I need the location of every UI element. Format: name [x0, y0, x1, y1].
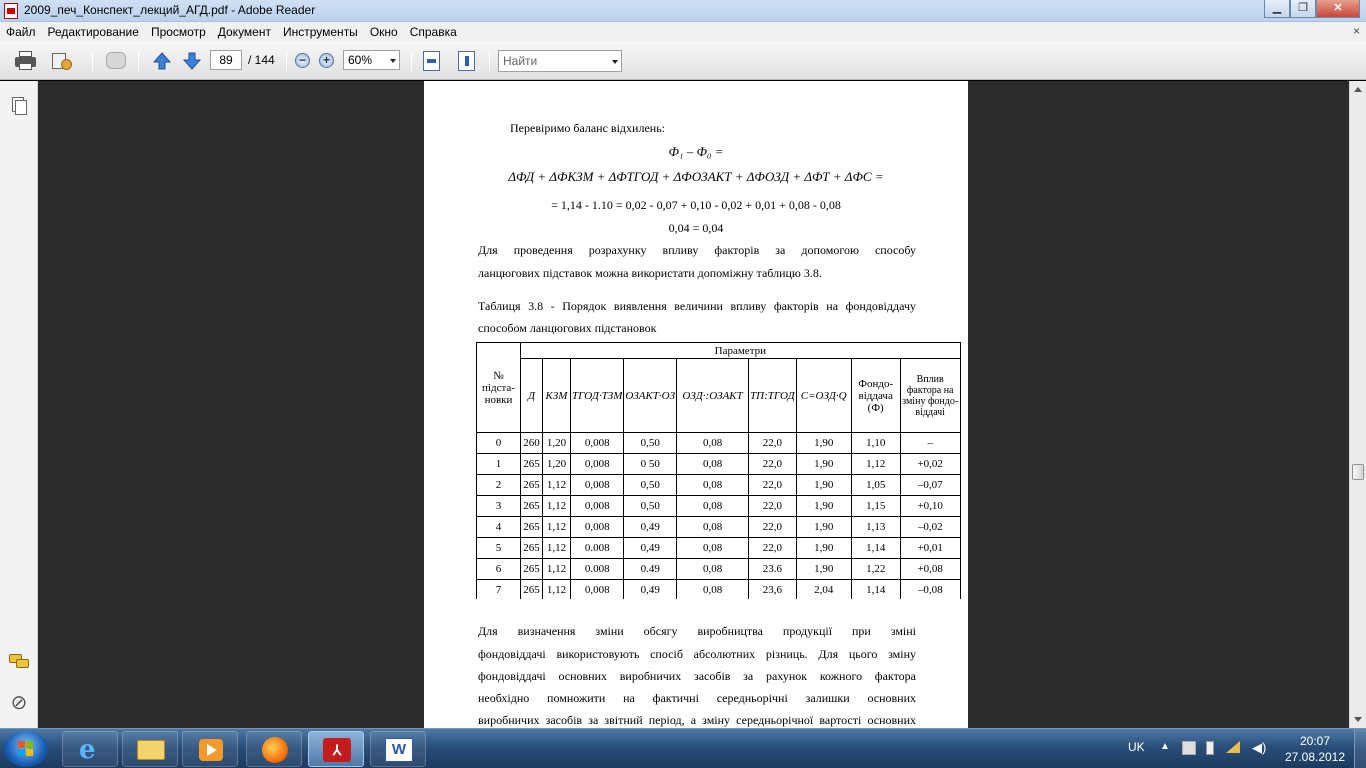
language-indicator[interactable]: UK — [1128, 740, 1145, 754]
table-cell: 265 — [521, 496, 543, 517]
header-ozakt: ОЗАКТ·ОЗ — [624, 359, 677, 433]
media-player-icon — [199, 739, 223, 761]
table-cell: 7 — [477, 580, 521, 601]
table-cell: 1,10 — [851, 433, 900, 454]
table-cell: 0,008 — [571, 475, 624, 496]
table-cell: 22,0 — [749, 517, 797, 538]
restore-button[interactable]: ❐ — [1290, 0, 1316, 18]
taskbar — [0, 728, 1366, 768]
table-cell: 0 — [477, 433, 521, 454]
table-cell: 1,12 — [851, 454, 900, 475]
table-cell: 3 — [477, 496, 521, 517]
volume-icon[interactable]: ◀) — [1252, 740, 1267, 755]
header-fondovidacha: Фондо-віддача (Ф) — [851, 359, 900, 433]
scroll-up-icon[interactable] — [1354, 87, 1362, 92]
table-cell: 0,008 — [571, 454, 624, 475]
table-cell: 265 — [521, 517, 543, 538]
table-cell: 1,90 — [796, 496, 851, 517]
header-parameters: Параметри — [521, 343, 961, 359]
header-tp: ТП:ТГОД — [749, 359, 797, 433]
table-cell: 1,12 — [543, 475, 571, 496]
table-cell: 6 — [477, 559, 521, 580]
next-page-icon[interactable] — [180, 49, 204, 71]
navigation-panel — [0, 81, 38, 728]
menu-file[interactable]: Файл — [6, 24, 36, 39]
table-cell: 22,0 — [749, 475, 797, 496]
table-cell: 1,90 — [796, 559, 851, 580]
table-cell: 0,08 — [677, 475, 749, 496]
table-cell: 0,008 — [571, 433, 624, 454]
adobe-reader-icon: ⅄ — [323, 738, 351, 762]
page-number-input[interactable]: 89 — [210, 50, 242, 70]
table-cell: 22,0 — [749, 454, 797, 475]
table-cell: +0,01 — [900, 538, 960, 559]
find-dropdown-icon — [612, 60, 618, 64]
clock-time: 20:07 — [1299, 734, 1331, 748]
title-bar — [0, 0, 1366, 22]
header-d: Д — [521, 359, 543, 433]
table-row — [477, 517, 961, 538]
zoom-select[interactable] — [343, 50, 400, 70]
table-cell: +0,10 — [900, 496, 960, 517]
table-caption-line-1: Таблиця 3.8 - Порядок виявлення величини впливу факторів на фондовіддачу — [478, 299, 916, 313]
windows-logo-icon — [18, 741, 34, 757]
table-cell: 1,20 — [543, 454, 571, 475]
action-center-icon[interactable] — [1182, 741, 1196, 755]
network-icon[interactable] — [1226, 741, 1240, 753]
adobe-reader-icon — [4, 3, 18, 19]
fit-width-icon[interactable] — [420, 49, 444, 71]
pages-panel-icon[interactable] — [9, 95, 29, 115]
table-cell: 265 — [521, 580, 543, 601]
menu-view[interactable]: Просмотр — [150, 24, 206, 39]
table-row — [477, 433, 961, 454]
word-icon: W — [385, 738, 413, 762]
previous-page-icon[interactable] — [150, 49, 174, 71]
table-cell: 2 — [477, 475, 521, 496]
table-caption-line-2: способом ланцюгових підстановок — [478, 321, 657, 335]
page-total: / 144 — [248, 53, 275, 67]
taskbar-explorer[interactable] — [122, 731, 178, 767]
document-close-button[interactable]: × — [1352, 24, 1360, 38]
table-cell: 1,20 — [543, 433, 571, 454]
table-cell: 0,50 — [624, 496, 677, 517]
fit-page-icon[interactable] — [455, 49, 479, 71]
battery-icon[interactable] — [1206, 741, 1214, 755]
equation-line-3: = 1,14 - 1.10 = 0,02 - 0,07 + 0,10 - 0,02 + 0,01 + 0,08 - 0,08 — [551, 198, 841, 212]
table-cell: 1,05 — [851, 475, 900, 496]
table-cell: – — [900, 433, 960, 454]
table-cell: 0.008 — [571, 538, 624, 559]
table-cell: 1,13 — [851, 517, 900, 538]
header-vplyv: Вплив фактора на зміну фондо-віддачі — [900, 359, 960, 433]
table-cell: –0,02 — [900, 517, 960, 538]
show-desktop-button[interactable] — [1354, 729, 1366, 768]
zoom-dropdown-icon — [390, 59, 396, 63]
table-cell: 265 — [521, 538, 543, 559]
scroll-down-icon[interactable] — [1354, 717, 1362, 722]
table-cell: 0,008 — [571, 517, 624, 538]
table-cell: 1,90 — [796, 475, 851, 496]
table-cell: 260 — [521, 433, 543, 454]
table-row — [477, 454, 961, 475]
table-cell: 0,50 — [624, 475, 677, 496]
table-cell: 5 — [477, 538, 521, 559]
table-row — [477, 559, 961, 580]
table-cell: 1,14 — [851, 580, 900, 601]
collaborate-icon[interactable] — [50, 49, 74, 71]
close-button[interactable]: ✕ — [1316, 0, 1360, 18]
header-tgod: ТГОД·ТЗМ — [571, 359, 624, 433]
table-cell: 2,04 — [796, 580, 851, 601]
table-cell: 1,12 — [543, 517, 571, 538]
table-cell: 1,90 — [796, 517, 851, 538]
table-cell: 1,12 — [543, 559, 571, 580]
table-cell: –0,08 — [900, 580, 960, 601]
paragraph-1-line-1: Для проведення розрахунку впливу факторів за допомогою способу — [478, 243, 916, 257]
zoom-in-icon[interactable]: + — [319, 53, 334, 68]
table-cell: 1,22 — [851, 559, 900, 580]
table-cell: 22,0 — [749, 433, 797, 454]
table-cell: 0,08 — [677, 580, 749, 601]
taskbar-word[interactable] — [370, 731, 426, 767]
table-cell: 0,008 — [571, 496, 624, 517]
minimize-button[interactable]: ▁ — [1264, 0, 1290, 18]
menu-tools[interactable]: Инструменты — [282, 24, 358, 39]
table-cell: 0,08 — [677, 433, 749, 454]
table-row — [477, 580, 961, 601]
table-cell: 1,90 — [796, 433, 851, 454]
show-hidden-icons-icon[interactable]: ▲ — [1160, 741, 1170, 752]
table-cell: 23.6 — [749, 559, 797, 580]
clock-date: 27.08.2012 — [1284, 750, 1346, 764]
table-cell: 0 50 — [624, 454, 677, 475]
firefox-icon — [262, 737, 288, 763]
table-cell: 0,08 — [677, 559, 749, 580]
table-cell: 265 — [521, 454, 543, 475]
table-body — [477, 433, 961, 601]
menu-help[interactable]: Справка — [409, 24, 457, 39]
paragraph-2-line-2: фондовіддачі використовують спосіб абсолютних різниць. Для цього зміну — [478, 647, 916, 661]
pdf-page — [424, 81, 968, 728]
table-row — [477, 538, 961, 559]
taskbar-media-player[interactable] — [182, 731, 238, 767]
table-cell: 0,08 — [677, 496, 749, 517]
menu-bar — [0, 22, 1366, 41]
equation-line-4: 0,04 = 0,04 — [668, 221, 724, 235]
taskbar-adobe-reader[interactable] — [308, 731, 364, 767]
table-cell: 0,49 — [624, 517, 677, 538]
table-cell: 0,08 — [677, 454, 749, 475]
table-cell: 265 — [521, 475, 543, 496]
attachments-icon[interactable]: ⊘ — [10, 692, 28, 714]
find-input[interactable] — [498, 50, 622, 72]
scroll-thumb[interactable] — [1352, 464, 1364, 480]
table-cell: 1,12 — [543, 580, 571, 601]
table-cell: 0.008 — [571, 559, 624, 580]
paragraph-1-line-2: ланцюгових підставок можна використати допоміжну таблицю 3.8. — [478, 266, 822, 280]
table-row — [477, 496, 961, 517]
paragraph-2-line-4: необхідно помножити на фактичні середньорічні залишки основних — [478, 691, 916, 705]
window-title: 2009_печ_Конспект_лекций_АГД.pdf - Adobe Reader — [24, 3, 316, 17]
table-cell: 0,08 — [677, 517, 749, 538]
table-cell: 1,90 — [796, 454, 851, 475]
table-cell: +0,08 — [900, 559, 960, 580]
start-button[interactable] — [4, 731, 48, 767]
table-cell: –0,07 — [900, 475, 960, 496]
table-cell: 1,12 — [543, 496, 571, 517]
table-cell: 4 — [477, 517, 521, 538]
taskbar-firefox[interactable] — [246, 731, 302, 767]
zoom-value: 60% — [348, 53, 373, 67]
equation-line-1: Ф₁ – Ф₀ = — [668, 144, 724, 159]
table-cell: 0.49 — [624, 559, 677, 580]
table-cell: 0,08 — [677, 538, 749, 559]
table-cell: 265 — [521, 559, 543, 580]
folder-icon — [137, 740, 165, 760]
balance-intro: Перевіримо баланс відхилень: — [510, 121, 666, 135]
internet-explorer-icon: e — [79, 735, 96, 765]
table-cell: 0,49 — [624, 580, 677, 601]
table-cell: 23,6 — [749, 580, 797, 601]
paragraph-2-line-3: фондовіддачі основних виробничих засобів за рахунок кожного фактора — [478, 669, 916, 683]
table-cell: 1,14 — [851, 538, 900, 559]
header-c: С=ОЗД·Q — [796, 359, 851, 433]
table-cell: 1,90 — [796, 538, 851, 559]
menu-window[interactable]: Окно — [369, 24, 398, 39]
toolbar — [0, 41, 1366, 80]
paragraph-2-line-1: Для визначення зміни обсягу виробництва продукції при зміні — [478, 624, 916, 638]
print-icon[interactable] — [14, 49, 38, 71]
factor-table — [476, 342, 961, 601]
table-cell: 0,49 — [624, 538, 677, 559]
table-cell: 1,15 — [851, 496, 900, 517]
table-cell: +0,02 — [900, 454, 960, 475]
taskbar-internet-explorer[interactable] — [62, 731, 118, 767]
hand-tool-icon[interactable] — [103, 49, 127, 71]
find-placeholder: Найти — [503, 54, 538, 68]
header-kzm: КЗМ — [543, 359, 571, 433]
equation-line-2: ΔФД + ΔФКЗМ + ΔФТГОД + ΔФОЗАКТ + ΔФОЗД + ΔФТ + ΔФС = — [508, 169, 884, 184]
zoom-out-icon[interactable]: − — [295, 53, 310, 68]
table-row — [477, 475, 961, 496]
table-cell: 0,50 — [624, 433, 677, 454]
paragraph-2-line-5: виробничих засобів за звітний період, а зміну середньорічної вартості основних — [478, 713, 916, 727]
vertical-scrollbar[interactable] — [1349, 81, 1366, 728]
menu-document[interactable]: Документ — [217, 24, 271, 39]
header-substitution-number: № підста-новки — [477, 343, 521, 433]
table-cell: 1 — [477, 454, 521, 475]
table-cell: 0,008 — [571, 580, 624, 601]
header-ozd: ОЗД·:ОЗАКТ — [677, 359, 749, 433]
clock[interactable] — [1280, 733, 1350, 765]
table-cell: 1,12 — [543, 538, 571, 559]
comments-icon[interactable] — [9, 651, 29, 671]
menu-edit[interactable]: Редактирование — [47, 24, 139, 39]
table-cell: 22,0 — [749, 496, 797, 517]
table-cell: 22,0 — [749, 538, 797, 559]
